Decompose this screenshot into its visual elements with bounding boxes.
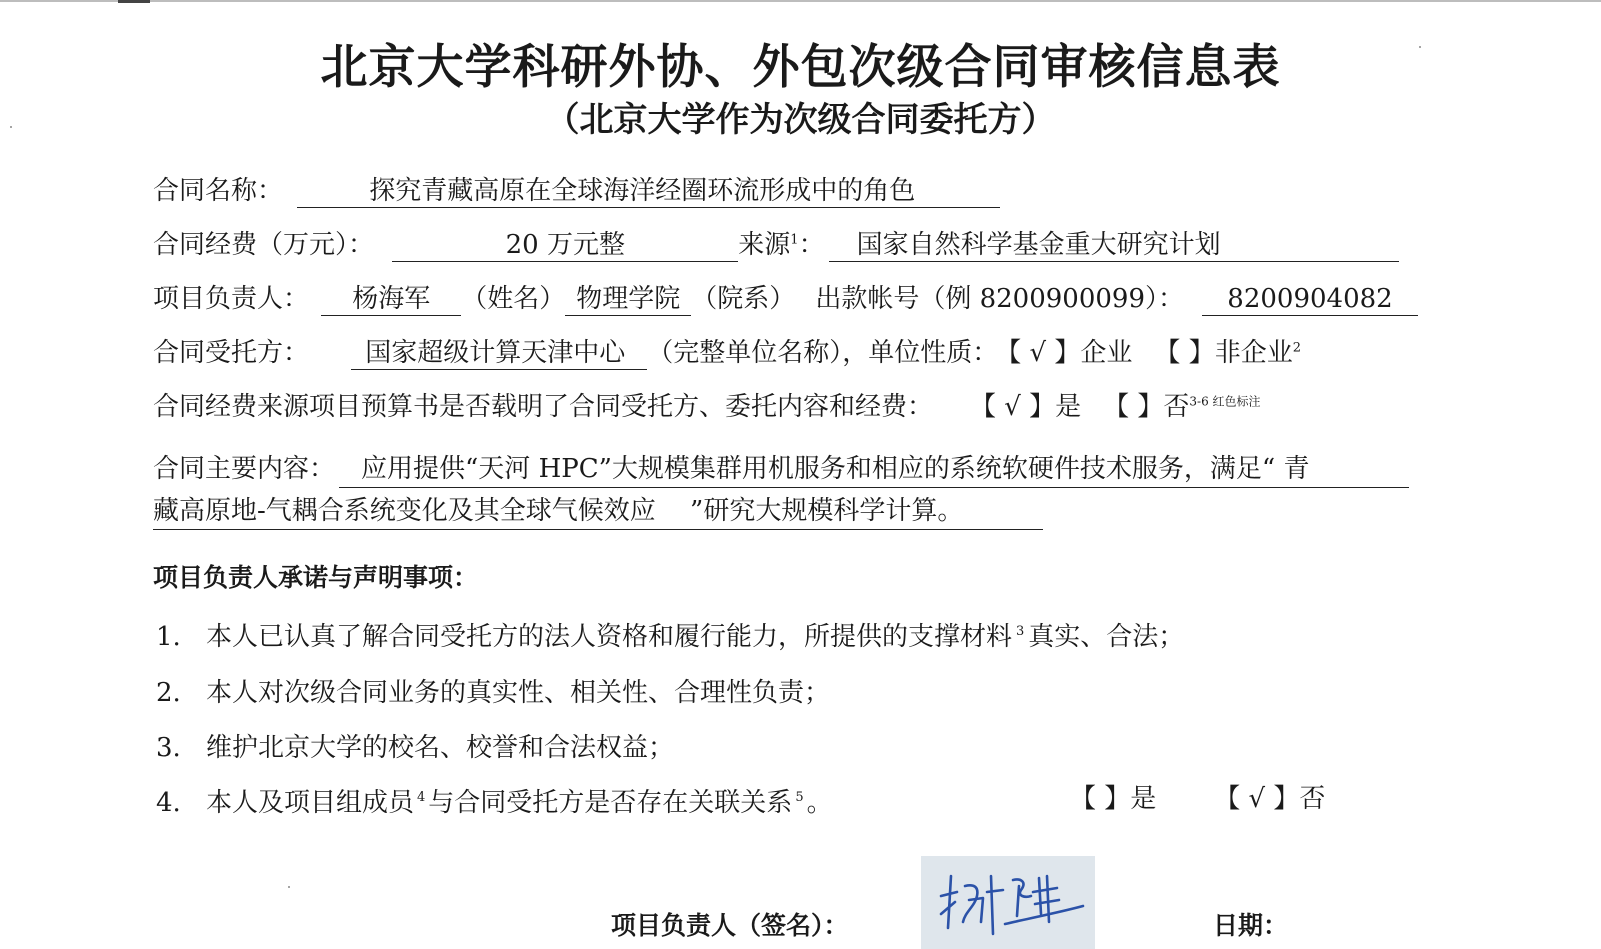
content-row-1	[153, 448, 1409, 488]
related-yes-label: 是	[1130, 784, 1157, 814]
contract-fee-value: 20 万元整	[505, 230, 625, 260]
document-title: 北京大学科研外协、外包次级合同审核信息表	[320, 40, 1281, 95]
trustee-field	[351, 339, 647, 370]
contract-name-value: 探究青藏高原在全球海洋经圈环流形成中的角色	[369, 176, 916, 206]
trustee-value: 国家超级计算天津中心	[365, 338, 626, 368]
trustee-label: 合同受托方：	[153, 338, 310, 368]
source-footnote: 1	[790, 232, 799, 248]
budget-no-label: 否	[1163, 392, 1190, 422]
related-no-checkbox[interactable]: 【 √ 】	[1214, 784, 1300, 814]
scan-speck	[288, 886, 290, 888]
commitment-text-tail: 真实、合法；	[1028, 622, 1185, 652]
trustee-hint: （完整单位名称），单位性质：	[647, 338, 999, 368]
commitment-item	[156, 727, 674, 764]
commitment-text: 本人及项目组成员	[206, 788, 415, 818]
commitment-footnote-2: 5	[795, 790, 804, 806]
account-field	[1202, 285, 1418, 316]
leader-value: 杨海军	[352, 284, 431, 314]
commitments-heading: 项目负责人承诺与声明事项：	[153, 563, 479, 592]
enterprise-label: 企业	[1080, 338, 1133, 368]
scan-corner-mark	[118, 0, 150, 3]
commitment-footnote: 3	[1016, 624, 1025, 640]
document-subtitle: （北京大学作为次级合同委托方）	[545, 100, 1056, 140]
budget-yes-label: 是	[1055, 392, 1082, 422]
contract-fee-label: 合同经费（万元）：	[153, 230, 375, 260]
commitment-number: 4.	[156, 788, 181, 818]
commitment-footnote: 4	[417, 790, 426, 806]
source-value: 国家自然科学基金重大研究计划	[856, 230, 1221, 260]
leader-field	[321, 285, 461, 316]
commitment-text: 维护北京大学的校名、校誉和合法权益；	[206, 733, 675, 763]
trustee-row	[153, 332, 1301, 370]
commitment-text-end: 。	[806, 788, 833, 818]
contract-name-field	[297, 177, 1000, 208]
contract-name-label: 合同名称：	[153, 176, 284, 206]
commitment-number: 1.	[156, 622, 181, 652]
signature-label: 项目负责人（签名）：	[611, 911, 849, 940]
dept-value: 物理学院	[576, 284, 681, 314]
source-colon: ：	[798, 230, 825, 260]
enterprise-checkbox[interactable]: 【 √ 】	[1008, 338, 1081, 368]
content-line-1: 应用提供“天河 HPC”大规模集群用机服务和相应的系统软硬件技术服务，满足“ 青	[339, 448, 1409, 488]
dept-hint: （院系）	[691, 284, 796, 314]
dept-field	[565, 285, 691, 316]
commitment-item	[156, 616, 1184, 653]
account-value: 8200904082	[1227, 284, 1393, 314]
budget-yes-checkbox[interactable]: 【 √ 】	[983, 392, 1056, 422]
scan-top-edge	[0, 0, 1601, 2]
contract-name-row	[153, 170, 1000, 208]
handwritten-signature	[921, 856, 1095, 949]
non-enterprise-footnote: 2	[1292, 340, 1301, 356]
contract-fee-field	[392, 231, 738, 262]
source-label: 来源	[738, 230, 791, 260]
budget-row	[153, 386, 1261, 423]
signature-scribble-icon	[921, 856, 1095, 949]
content-label: 合同主要内容：	[153, 454, 336, 484]
commitment-item	[156, 672, 830, 709]
contract-fee-row	[153, 224, 1399, 262]
content-row-2	[153, 490, 1043, 530]
related-party-options	[1070, 778, 1325, 815]
commitment-item	[156, 782, 833, 819]
commitment-number: 3.	[156, 733, 181, 763]
leader-row	[153, 278, 1418, 316]
commitment-text: 本人对次级合同业务的真实性、相关性、合理性负责；	[206, 678, 831, 708]
content-line-2: 藏高原地-气耦合系统变化及其全球气候效应 ”研究大规模科学计算。	[153, 490, 1043, 530]
related-yes-checkbox[interactable]: 【 】	[1070, 784, 1131, 814]
name-hint: （姓名）	[461, 284, 566, 314]
budget-no-checkbox[interactable]: 【 】	[1103, 392, 1164, 422]
leader-label: 项目负责人：	[153, 284, 310, 314]
budget-footnote: 3-6 红色标注	[1189, 394, 1261, 409]
related-no-label: 否	[1299, 784, 1326, 814]
date-label: 日期：	[1213, 911, 1289, 940]
commitment-number: 2.	[156, 678, 181, 708]
budget-question: 合同经费来源项目预算书是否载明了合同受托方、委托内容和经费：	[153, 392, 934, 422]
commitment-text-tail: 与合同受托方是否存在关联关系	[428, 788, 793, 818]
non-enterprise-label: 非企业	[1214, 338, 1293, 368]
source-field	[829, 231, 1399, 262]
commitment-text: 本人已认真了解合同受托方的法人资格和履行能力，所提供的支撑材料	[206, 622, 1013, 652]
account-label: 出款帐号（例 8200900099）：	[815, 284, 1184, 314]
non-enterprise-checkbox[interactable]: 【 】	[1154, 338, 1215, 368]
